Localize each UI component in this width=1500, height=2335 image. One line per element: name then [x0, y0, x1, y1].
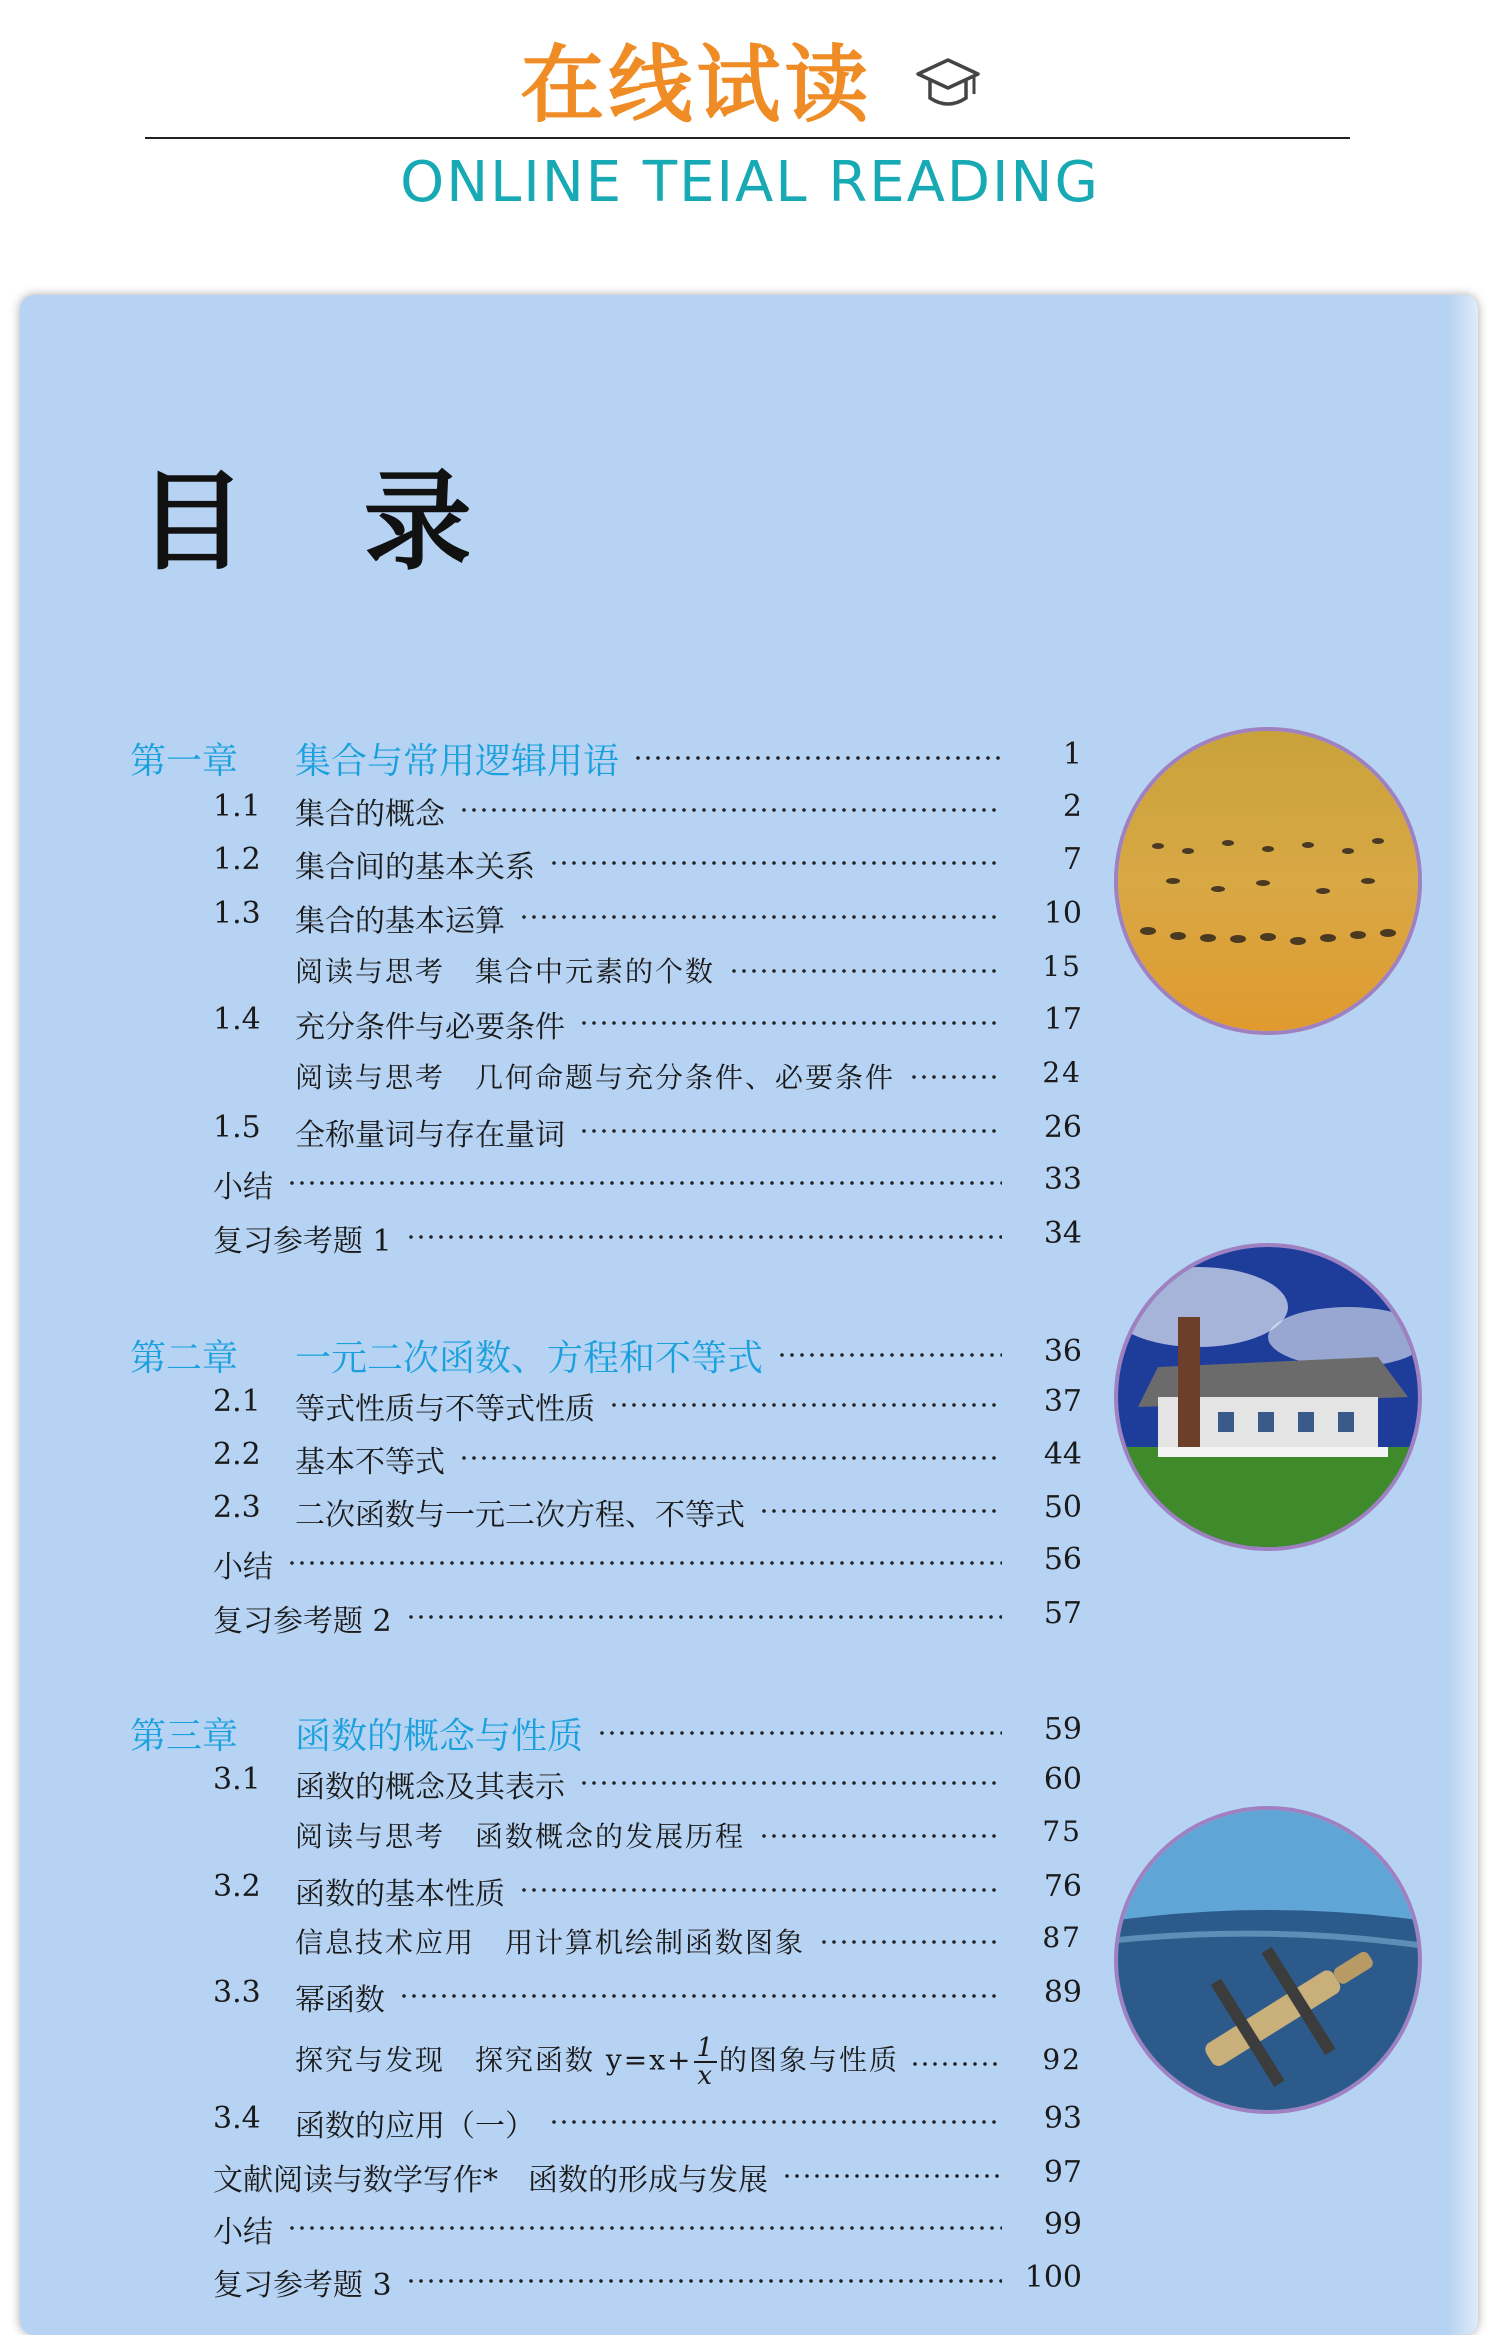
- toc-page-number: 44: [1043, 1437, 1082, 1472]
- leader-dots: [519, 1887, 1002, 1893]
- space-station-photo: [1118, 1810, 1418, 2110]
- toc-page-number: 60: [1043, 1762, 1082, 1797]
- toc-entry[interactable]: [20, 1216, 1082, 1262]
- toc-section-number: 3.2: [213, 1869, 261, 1904]
- leader-dots: [459, 1455, 1002, 1461]
- toc-page-number: 26: [1043, 1110, 1082, 1145]
- toc-entry-title: 等式性质与不等式性质: [295, 1392, 595, 1427]
- toc-entry[interactable]: [20, 2260, 1082, 2306]
- leader-dots: [406, 2278, 1002, 2284]
- leader-dots: [287, 2225, 1002, 2231]
- toc-page-number: 76: [1043, 1869, 1082, 1904]
- toc-section-number: 1.3: [213, 896, 261, 931]
- toc-entry-title: 全称量词与存在量词: [295, 1118, 565, 1153]
- toc-entry-title: [295, 2035, 899, 2089]
- toc-entry[interactable]: [20, 789, 1082, 835]
- leader-dots: [782, 2173, 1002, 2179]
- toc-entry[interactable]: [20, 2101, 1082, 2147]
- toc-page-number: 2: [1062, 789, 1082, 824]
- leader-dots: [459, 807, 1002, 813]
- toc-page-number: 92: [1042, 2043, 1082, 2076]
- toc-page-number: 93: [1043, 2101, 1082, 2136]
- toc-page-number: 99: [1043, 2207, 1082, 2242]
- toc-entry-title: 阅读与思考 集合中元素的个数: [295, 955, 716, 988]
- leader-dots: [729, 968, 1002, 974]
- toc-entry-title: 基本不等式: [295, 1445, 445, 1480]
- toc-entry[interactable]: [20, 1542, 1082, 1588]
- leader-dots: [549, 860, 1002, 866]
- toc-chapter-number: 第三章: [130, 1716, 239, 1757]
- toc-entry-title: 集合间的基本关系: [295, 850, 535, 885]
- toc-page-number: 89: [1043, 1975, 1082, 2010]
- toc-page: [20, 295, 1478, 2335]
- toc-page-number: 34: [1043, 1216, 1082, 1251]
- toc-entry-title: 阅读与思考 几何命题与充分条件、必要条件: [295, 1061, 896, 1094]
- toc-entry[interactable]: [20, 1708, 1082, 1757]
- toc-entry-title: 集合与常用逻辑用语: [295, 741, 620, 782]
- toc-section-number: 3.4: [213, 2101, 261, 2136]
- grassland-herd-photo: [1118, 731, 1418, 1031]
- fraction: [694, 2035, 717, 2089]
- toc-page-number: 97: [1043, 2155, 1082, 2190]
- toc-page-number: 17: [1043, 1002, 1082, 1037]
- toc-entry[interactable]: [20, 1162, 1082, 1208]
- toc-entry[interactable]: [20, 2033, 1082, 2091]
- toc-entry-title: 一元二次函数、方程和不等式: [295, 1338, 764, 1379]
- toc-entry[interactable]: [20, 1110, 1082, 1156]
- toc-entry-title: 充分条件与必要条件: [295, 1010, 565, 1045]
- toc-section-number: 2.3: [213, 1490, 261, 1525]
- toc-entry-title: 文献阅读与数学写作* 函数的形成与发展: [213, 2163, 768, 2198]
- leader-dots: [399, 1993, 1002, 1999]
- toc-section-number: 2.1: [213, 1384, 261, 1419]
- leader-dots: [819, 1939, 1002, 1945]
- graduation-cap-icon: [916, 36, 980, 134]
- toc-page-number: 24: [1042, 1056, 1082, 1089]
- toc-page-number: 7: [1062, 842, 1082, 877]
- toc-entry-title: 小结: [213, 2215, 273, 2250]
- toc-section-number: 1.4: [213, 1002, 261, 1037]
- toc-entry[interactable]: [20, 1002, 1082, 1048]
- house-photo: [1118, 1247, 1418, 1547]
- toc-page-number: 100: [1024, 2260, 1082, 2295]
- leader-dots: [406, 1234, 1002, 1240]
- toc-section-number: 1.2: [213, 842, 261, 877]
- toc-section-number: 3.3: [213, 1975, 261, 2010]
- toc-entry[interactable]: [20, 1921, 1082, 1967]
- leader-dots: [597, 1730, 1002, 1736]
- leader-dots: [579, 1780, 1002, 1786]
- banner-title: [0, 18, 1500, 140]
- toc-entry[interactable]: [20, 1330, 1082, 1379]
- leader-dots: [406, 1614, 1002, 1620]
- toc-entry[interactable]: [20, 896, 1082, 942]
- toc-page-number: 75: [1042, 1815, 1082, 1848]
- toc-entry-title: 小结: [213, 1550, 273, 1585]
- toc-entry[interactable]: [20, 1815, 1082, 1861]
- toc-page-number: 15: [1042, 950, 1082, 983]
- toc-entry-title: 函数的概念及其表示: [295, 1770, 565, 1805]
- toc-entry-title: 阅读与思考 函数概念的发展历程: [295, 1820, 746, 1853]
- toc-entry-title-part: 探究与发现 探究函数 y=x+: [295, 2043, 693, 2077]
- toc-entry[interactable]: [20, 733, 1082, 782]
- toc-entry[interactable]: [20, 1056, 1082, 1102]
- toc-page-number: 87: [1042, 1921, 1082, 1954]
- toc-entry-title: 小结: [213, 1170, 273, 1205]
- banner-divider: [145, 137, 1350, 139]
- toc-entry-title: 集合的概念: [295, 797, 445, 832]
- toc-entry[interactable]: [20, 950, 1082, 996]
- leader-dots: [759, 1833, 1002, 1839]
- toc-entry[interactable]: [20, 2207, 1082, 2253]
- leader-dots: [579, 1020, 1002, 1026]
- toc-entry-title: 信息技术应用 用计算机绘制函数图象: [295, 1926, 806, 1959]
- leader-dots: [287, 1560, 1002, 1566]
- leader-dots: [633, 755, 1002, 761]
- leader-dots: [759, 1508, 1002, 1514]
- toc-page-number: 57: [1043, 1596, 1082, 1631]
- toc-entry-title: 二次函数与一元二次方程、不等式: [295, 1498, 745, 1533]
- toc-entry-title: 集合的基本运算: [295, 904, 505, 939]
- leader-dots: [777, 1352, 1002, 1358]
- toc-entry-title: 函数的基本性质: [295, 1877, 505, 1912]
- toc-page-number: 10: [1043, 896, 1082, 931]
- toc-page-number: 59: [1043, 1712, 1082, 1747]
- leader-dots: [549, 2119, 1002, 2125]
- toc-heading: 目 录: [138, 459, 512, 585]
- toc-entry[interactable]: [20, 1762, 1082, 1808]
- toc-entry[interactable]: [20, 1384, 1082, 1430]
- leader-dots: [609, 1402, 1002, 1408]
- toc-section-number: 3.1: [213, 1762, 261, 1797]
- toc-entry-title-part: 的图象与性质: [718, 2043, 899, 2077]
- toc-entry[interactable]: [20, 1596, 1082, 1642]
- toc-page-number: 36: [1043, 1334, 1082, 1369]
- fraction-numerator: 1: [696, 2033, 715, 2063]
- toc-entry[interactable]: [20, 1490, 1082, 1536]
- toc-entry-title: 函数的概念与性质: [295, 1716, 584, 1757]
- leader-dots: [910, 2061, 1002, 2067]
- leader-dots: [287, 1180, 1002, 1186]
- toc-entry-title: 幂函数: [295, 1983, 385, 2018]
- toc-entry[interactable]: [20, 1437, 1082, 1483]
- toc-page-number: 1: [1062, 737, 1082, 772]
- banner-title-text: 在线试读: [520, 36, 873, 134]
- banner-subtitle: ONLINE TEIAL READING: [400, 150, 1100, 215]
- toc-chapter-number: 第二章: [130, 1338, 239, 1379]
- toc-entry[interactable]: [20, 1869, 1082, 1915]
- toc-entry-title: 复习参考题 3: [213, 2268, 392, 2303]
- page-edge-shade: [1448, 295, 1478, 2335]
- toc-page-number: 56: [1043, 1542, 1082, 1577]
- leader-dots: [519, 914, 1002, 920]
- leader-dots: [579, 1128, 1002, 1134]
- toc-entry[interactable]: [20, 1975, 1082, 2021]
- fraction-denominator: x: [697, 2061, 715, 2091]
- toc-chapter-number: 第一章: [130, 741, 239, 782]
- toc-page-number: 33: [1043, 1162, 1082, 1197]
- toc-entry[interactable]: [20, 842, 1082, 888]
- toc-entry-title: 复习参考题 2: [213, 1604, 392, 1639]
- toc-entry-title: 函数的应用（一）: [295, 2109, 535, 2144]
- toc-page-number: 50: [1043, 1490, 1082, 1525]
- toc-section-number: 1.1: [213, 789, 261, 824]
- toc-section-number: 2.2: [213, 1437, 261, 1472]
- toc-page-number: 37: [1043, 1384, 1082, 1419]
- toc-entry[interactable]: [20, 2155, 1082, 2201]
- toc-entry-title: 复习参考题 1: [213, 1224, 392, 1259]
- leader-dots: [909, 1074, 1002, 1080]
- toc-section-number: 1.5: [213, 1110, 261, 1145]
